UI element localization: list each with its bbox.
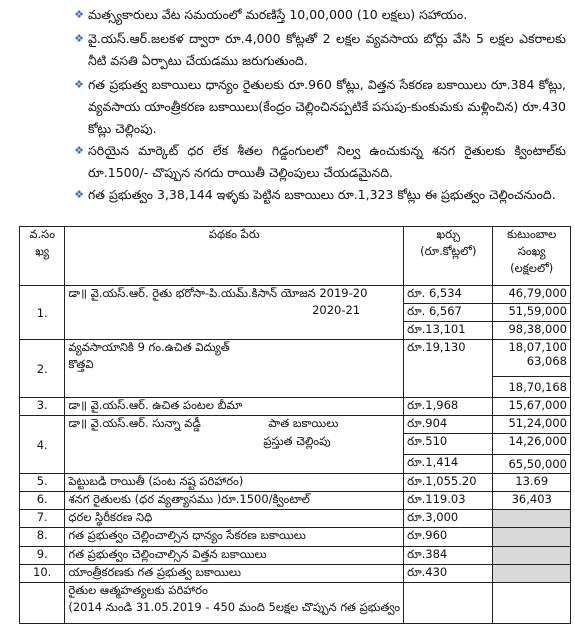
- scheme-line: డా॥ వై.యస్.ఆర్. సున్నా వడ్డీ: [68, 416, 201, 430]
- header-sno: వ.సం ఖ్య: [20, 227, 65, 286]
- cell-scheme: యాంత్రీకరణకు గత ప్రభుత్వ బకాయిలు: [65, 565, 404, 583]
- scheme-line: డా॥ వై.యస్.ఆర్. రైతు భరోసా-పి.యమ్.కిసాన్ యోజన 2019-20: [68, 286, 368, 300]
- scheme-line: రైతుల ఆత్మహత్యలకు పరిహారం: [68, 583, 208, 597]
- cell-scheme: గత ప్రభుత్వం చెల్లించాల్సిన విత్తన బకాయిలు: [65, 547, 404, 565]
- cell-sno: 6.: [20, 492, 65, 510]
- cell-families: [493, 510, 571, 528]
- scheme-line: 2020-21: [312, 303, 361, 317]
- cell-families: 98,38,000: [493, 322, 571, 340]
- cell-cost: రూ.904: [404, 416, 493, 434]
- cell-families: 15,67,000: [493, 398, 571, 416]
- cell-families: 14,26,000: [493, 434, 571, 455]
- cell-families: 13.69: [493, 474, 571, 492]
- cell-families: 51,59,000: [493, 304, 571, 322]
- table-row: [20, 340, 571, 377]
- bullet-text: వై.యస్.ఆర్.జలకళ ద్వారా రూ.4,000 కోట్లతో 2 లక్షల వ్యవసాయ బోర్లు వేసి 5 లక్షల ఎకరాలకు నీటి వసతి ఏర్పాటు చేయడము జరుగుతుంది.: [88, 31, 566, 68]
- cell-families: 65,50,000: [493, 455, 571, 474]
- cell-cost: రూ.510: [404, 434, 493, 455]
- cell-cost: రూ. 6,567: [404, 304, 493, 322]
- cell-scheme: పెట్టుబడి రాయితీ (పంట నష్ట పరిహారం): [65, 474, 404, 492]
- cell-cost: రూ.13,101: [404, 322, 493, 340]
- cell-scheme: [65, 583, 404, 624]
- cell-sno: 10.: [20, 565, 65, 583]
- bullet-item: [74, 74, 566, 140]
- cell-sno: 8.: [20, 528, 65, 547]
- table-row: [20, 398, 571, 416]
- scheme-line: వ్యవసాయానికి 9 గం.ఉచిత విద్యుత్: [68, 340, 230, 354]
- bullet-text: మత్స్యకారులు వేట సమయంలో మరణిస్తే 10,00,000 (10 లక్షలు) సహాయం.: [88, 7, 468, 22]
- families-value: 63,068: [526, 354, 567, 368]
- cell-families: [493, 565, 571, 583]
- table-row: [20, 286, 571, 304]
- table-header-row: [20, 227, 571, 286]
- table-row: [20, 565, 571, 583]
- cell-cost: [404, 583, 493, 624]
- cell-scheme: [65, 416, 404, 474]
- cell-scheme: గత ప్రభుత్వం చెల్లించాల్సిన ధాన్యం సేకరణ బకాయిలు: [65, 528, 404, 547]
- table-row: [20, 528, 571, 547]
- bullet-diamond-icon: ❖: [74, 32, 84, 45]
- cell-families: 51,24,000: [493, 416, 571, 434]
- header-families: కుటుంబాల సంఖ్య (లక్షలలో): [493, 227, 571, 286]
- table-row: [20, 547, 571, 565]
- cell-cost: రూ.19,130: [404, 340, 493, 398]
- cell-scheme: శనగ రైతులకు (ధర వ్యత్యాసము )రూ.1500/క్వింటాల్: [65, 492, 404, 510]
- cell-sno: 4.: [20, 416, 65, 474]
- cell-cost: రూ.430: [404, 565, 493, 583]
- header-scheme: పథకం పేరు: [65, 227, 404, 286]
- cell-scheme: [65, 286, 404, 340]
- cell-families: 36,403: [493, 492, 571, 510]
- schemes-table: [19, 226, 571, 624]
- table-row: [20, 416, 571, 434]
- bullet-diamond-icon: ❖: [74, 8, 84, 21]
- cell-scheme: [65, 340, 404, 398]
- table-row: [20, 583, 571, 624]
- scheme-subitem: పాత బకాయిలు: [268, 416, 339, 430]
- bullet-diamond-icon: ❖: [74, 188, 84, 201]
- cell-families: [493, 340, 571, 377]
- bullet-item: [74, 4, 566, 26]
- cell-cost: రూ.1,055.20: [404, 474, 493, 492]
- bullet-diamond-icon: ❖: [74, 144, 84, 157]
- cell-families: 46,79,000: [493, 286, 571, 304]
- scheme-line: కొత్తవి: [68, 357, 94, 371]
- scheme-line: (2014 నుండి 31.05.2019 - 450 మంది 5లక్షల చొప్పున గత ప్రభుత్వం: [68, 600, 401, 614]
- cell-sno: 7.: [20, 510, 65, 528]
- table-row: [20, 474, 571, 492]
- cell-families: [493, 583, 571, 624]
- cell-families: 18,70,168: [493, 377, 571, 398]
- cell-cost: రూ.1,968: [404, 398, 493, 416]
- cell-cost: రూ.960: [404, 528, 493, 547]
- cell-cost: రూ.119.03: [404, 492, 493, 510]
- cell-families: [493, 547, 571, 565]
- cell-sno: 2.: [20, 340, 65, 398]
- cell-sno: 1.: [20, 286, 65, 340]
- header-cost: ఖర్చు (రూ.కోట్లలో): [404, 227, 493, 286]
- table-row: [20, 510, 571, 528]
- bullet-item: [74, 184, 566, 206]
- table-row: [20, 492, 571, 510]
- cell-sno: 3.: [20, 398, 65, 416]
- bullet-text: గత ప్రభుత్వం 3,38,144 ఇళ్ళకు పెట్టిన బకాయిలు రూ.1,323 కోట్లు ఈ ప్రభుత్వం చెల్లించనుంది.: [88, 187, 556, 202]
- cell-sno: 9.: [20, 547, 65, 565]
- cell-scheme: డా॥ వై.యస్.ఆర్. ఉచిత పంటల బీమా: [65, 398, 404, 416]
- cell-families: [493, 528, 571, 547]
- bullet-item: [74, 28, 566, 72]
- cell-cost: రూ. 6,534: [404, 286, 493, 304]
- cell-cost: రూ.384: [404, 547, 493, 565]
- cell-sno: [20, 583, 65, 624]
- cell-sno: 5.: [20, 474, 65, 492]
- bullet-text: గత ప్రభుత్వ బకాయిలు ధాన్యం రైతులకు రూ.960 కోట్లు, విత్తన సేకరణ బకాయిలు రూ.384 కోట్లు, వ్యవసాయ యాంత్రీకరణ బకాయిలు(కేంద్రం చెల్లించినప్పటికే పసుపు-కుంకుమకు మళ్లించిన) రూ.430 కోట్లు చెల్లింపు.: [88, 77, 566, 136]
- bullet-diamond-icon: ❖: [74, 78, 84, 91]
- bullet-text: సరియైన మార్కెట్ ధర లేక శీతల గిడ్డంగులలో నిల్వ ఉంచుకున్న శనగ రైతులకు క్వింటాల్‌కు రూ.1500/- చొప్పున నగదు రాయితీ చెల్లింపులు చేయడమైనది.: [88, 143, 566, 180]
- cell-scheme: ధరల స్థిరీకరణ నిధి: [65, 510, 404, 528]
- cell-cost: రూ.3,000: [404, 510, 493, 528]
- cell-cost: రూ.1,414: [404, 455, 493, 474]
- families-value: 18,07,100: [508, 340, 567, 354]
- bullet-item: [74, 140, 566, 184]
- scheme-subitem: ప్రస్తుత చెల్లింపు: [263, 434, 331, 448]
